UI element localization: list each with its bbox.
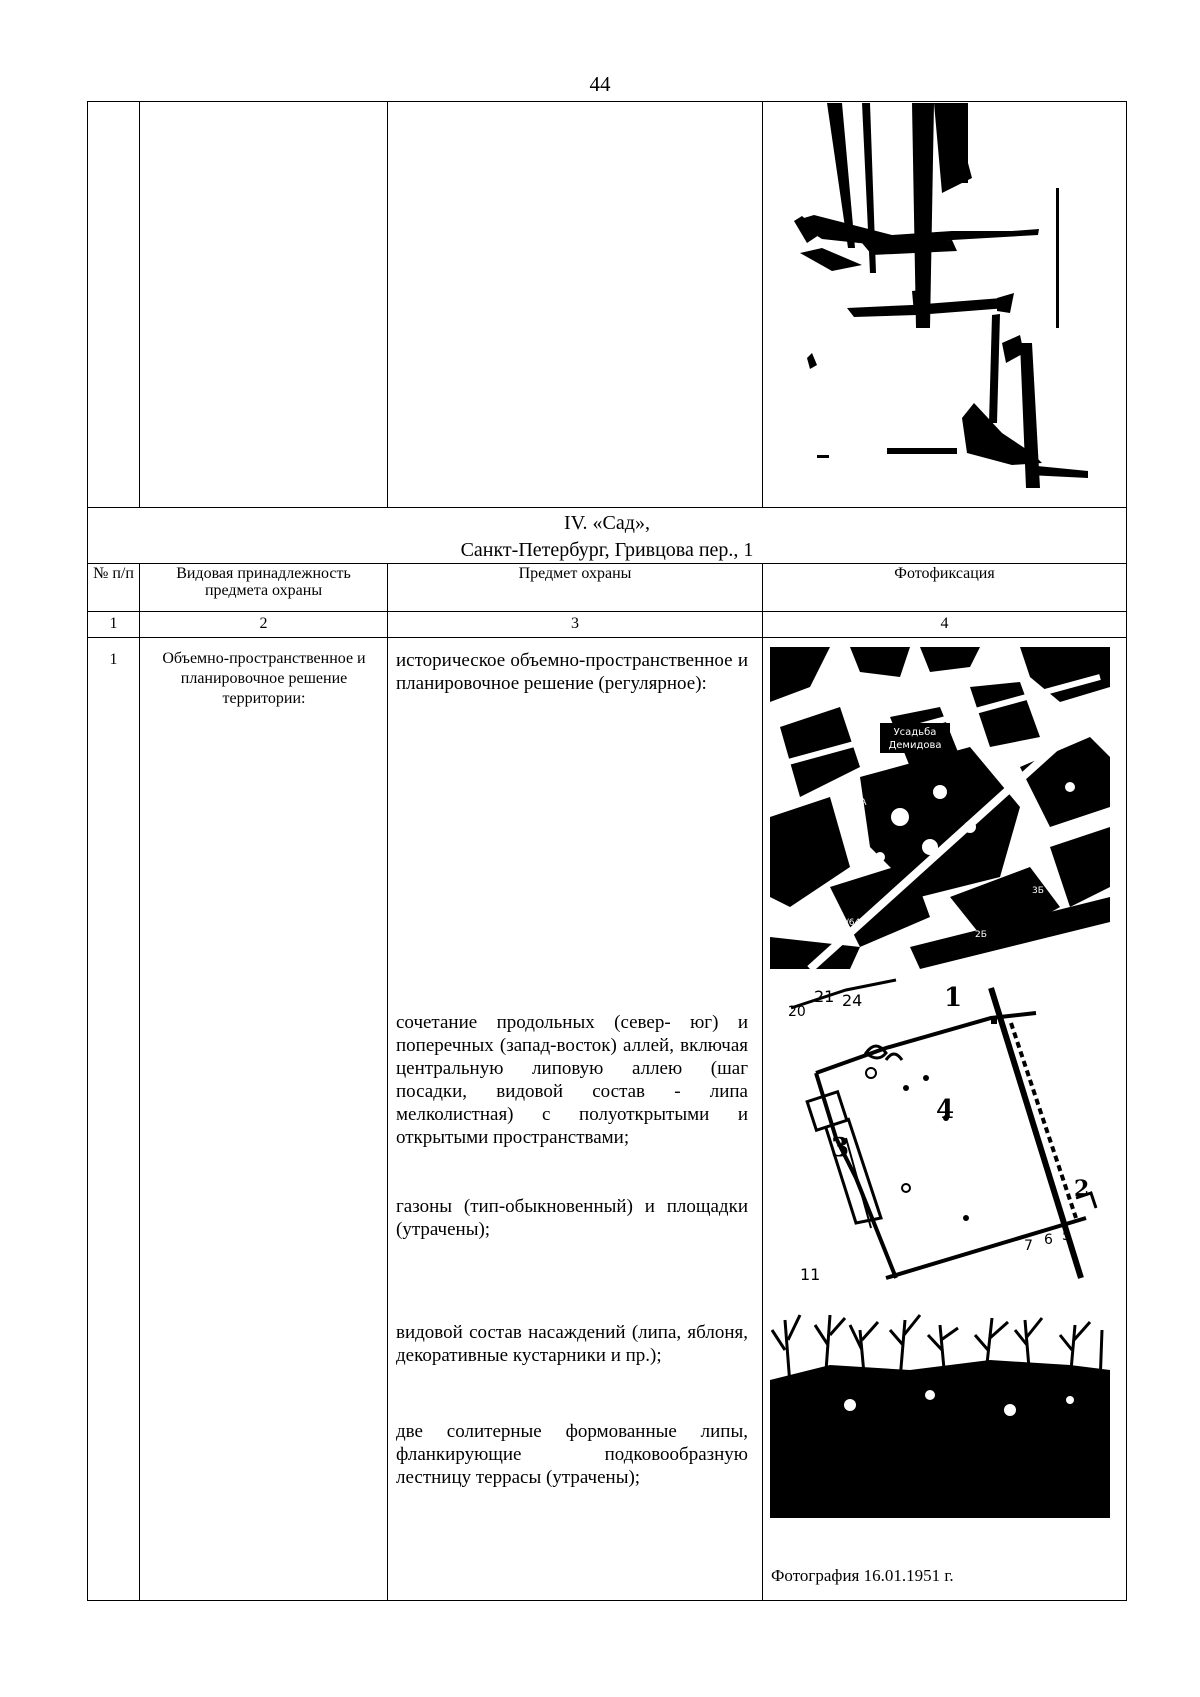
interior-photo bbox=[792, 103, 1088, 489]
paragraph-linden-trees: две солитерные формованные липы, фланкирующие подковообразную лестницу террасы (утрачены); bbox=[396, 1421, 748, 1488]
header-type: Видовая принадлежность предмета охраны bbox=[176, 565, 351, 599]
header-subject: Предмет охраны bbox=[518, 565, 632, 582]
plan-number-1: 1 bbox=[944, 983, 963, 1013]
plan-number-24: 24 bbox=[842, 991, 863, 1010]
section-title-line1: IV. «Сад», bbox=[564, 512, 650, 534]
plan-number-4: 4 bbox=[936, 1095, 955, 1125]
header-number: № п/п bbox=[93, 565, 134, 582]
aerial-photo bbox=[770, 647, 1110, 969]
column-number-4: 4 bbox=[940, 615, 949, 632]
aerial-label-2b: 2Б bbox=[975, 930, 987, 940]
aerial-label-estate-1: Усадьба bbox=[893, 727, 937, 738]
plan-number-20: 20 bbox=[788, 1004, 806, 1020]
historic-photo bbox=[770, 1310, 1110, 1538]
paragraph-species: видовой состав насаждений (липа, яблоня, декоративные кустарники и пр.); bbox=[396, 1322, 748, 1366]
paragraph-alleys: сочетание продольных (север- юг) и поперечных (запад-восток) аллей, включая центральную липовую аллею (шаг посадки, видовой состав - липа мелколистная) с полуоткрытыми и открытыми пространствами; bbox=[396, 1012, 748, 1148]
row-type: Объемно-пространственное и планировочное решение территории: bbox=[162, 650, 366, 707]
aerial-label-6b: 6Б bbox=[890, 960, 902, 969]
header-photo: Фотофиксация bbox=[894, 565, 995, 582]
plan-number-6: 6 bbox=[1044, 1232, 1053, 1248]
aerial-label-1-64b: 1/64В bbox=[840, 918, 867, 928]
plan-number-3: 3 bbox=[831, 1133, 850, 1163]
plan-number-11: 11 bbox=[800, 1265, 821, 1284]
garden-plan bbox=[786, 978, 1098, 1300]
paragraph-historic-solution: историческое объемно-пространственное и планировочное решение (регулярное): bbox=[396, 650, 748, 694]
aerial-label-estate-2: Демидова bbox=[888, 740, 942, 751]
column-number-3: 3 bbox=[571, 615, 579, 632]
paragraph-lawns: газоны (тип-обыкновенный) и площадки (утрачены); bbox=[396, 1196, 748, 1240]
page-number: 44 bbox=[589, 72, 611, 96]
aerial-label-3b: 3Б bbox=[1032, 886, 1044, 896]
plan-number-7: 7 bbox=[1024, 1238, 1033, 1254]
plan-number-5: 5 bbox=[1062, 1228, 1071, 1244]
column-number-1: 1 bbox=[109, 615, 118, 632]
section-title-line2: Санкт-Петербург, Гривцова пер., 1 bbox=[460, 539, 754, 561]
aerial-label-1-64a: 1-64А bbox=[840, 798, 867, 808]
plan-number-2: 2 bbox=[1074, 1176, 1090, 1202]
row-number: 1 bbox=[109, 651, 118, 668]
column-number-2: 2 bbox=[259, 615, 268, 632]
plan-number-21: 21 bbox=[814, 987, 835, 1006]
photo-caption: Фотография 16.01.1951 г. bbox=[771, 1566, 954, 1585]
